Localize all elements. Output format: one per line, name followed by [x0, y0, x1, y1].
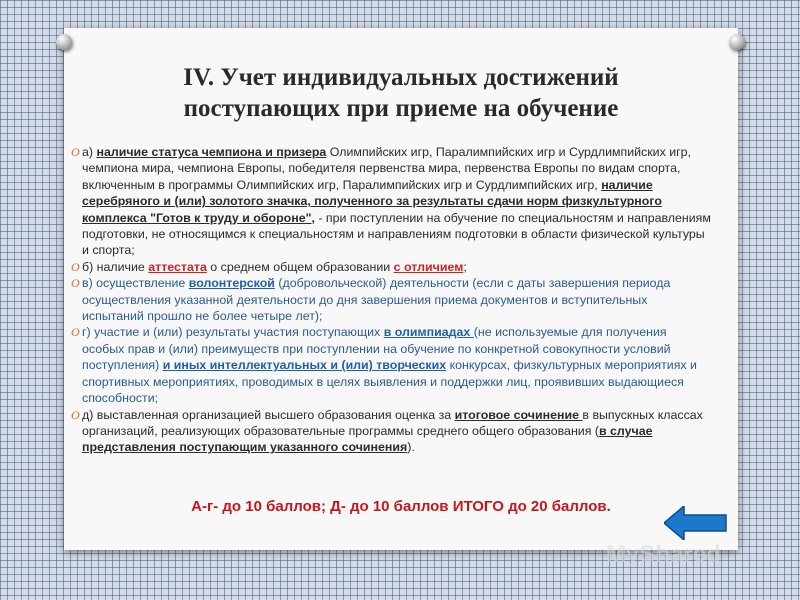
item-text-segment: в выпускных классах организаций, реализующих образовательные программы среднего общего образования ( — [82, 407, 703, 438]
bullet-icon: O — [71, 145, 80, 159]
watermark: MyShared — [606, 541, 721, 568]
item-text-segment: в) осуществление — [82, 276, 189, 291]
score-summary: А-г- до 10 баллов; Д- до 10 баллов ИТОГО до 20 баллов. — [191, 498, 611, 515]
item-text-segment: а) — [82, 145, 97, 159]
bullet-icon: O — [71, 259, 80, 274]
bullet-icon: O — [71, 276, 80, 291]
page-title — [64, 62, 738, 124]
list-item — [72, 144, 712, 259]
item-text-segment: и иных интеллектуальных и (или) творческих — [162, 358, 447, 373]
item-text-segment: б) наличие — [82, 259, 149, 274]
pushpin-icon — [729, 34, 745, 50]
item-text-segment: (не используемые для получения особых прав и (или) преимуществ при поступлении на обучение по конкретной совокупности условий поступления) — [82, 325, 671, 373]
item-text-segment: волонтерской — [188, 276, 275, 291]
achievements-list — [72, 144, 712, 456]
item-text-segment: с отличием — [393, 259, 464, 274]
item-text-segment: конкурсах, физкультурных мероприятиях и спортивных мероприятиях, проводимых в целях выявления и поддержки лиц, проявивших выдающиеся способности; — [82, 358, 697, 406]
bullet-icon: O — [71, 407, 80, 422]
title-line-1: IV. Учет индивидуальных достижений — [183, 64, 619, 91]
list-item — [72, 275, 712, 324]
list-item — [72, 324, 712, 406]
item-text-segment: в случае представления поступающим указанного сочинения — [82, 423, 653, 455]
item-text-segment: в олимпиадах — [383, 325, 474, 340]
item-text-segment: о среднем общем образовании — [206, 259, 394, 274]
pushpin-icon — [56, 34, 72, 50]
item-text-segment: итоговое сочинение — [454, 407, 583, 422]
item-text-segment: ). — [407, 440, 415, 455]
list-item — [72, 259, 712, 275]
back-arrow-icon[interactable] — [664, 506, 728, 540]
item-text-segment: наличие серебряного и (или) золотого значка, полученного за результаты сдачи норм физкультурного комплекса "Готов к труду и обороне", — [82, 177, 662, 225]
item-text-segment: наличие статуса чемпиона и призера — [96, 145, 327, 159]
item-text-segment: аттестата — [148, 259, 207, 274]
list-item — [72, 407, 712, 456]
title-line-2: поступающих при приеме на обучение — [183, 95, 619, 122]
item-text-segment: ; — [463, 259, 467, 274]
item-text-segment: Олимпийских игр, Паралимпийских игр и Сурдлимпийских игр, чемпиона мира, чемпиона Европы, победителя первенства мира, первенства Европы по видам спорта, включенным в программы Олимпийских игр, Паралимпийских игр и Сурдлимпийских игр, — [82, 145, 692, 192]
item-text-segment: д) выставленная организацией высшего образования оценка за — [82, 407, 455, 422]
item-text-segment: г) участие и (или) результаты участия поступающих — [82, 325, 384, 340]
bullet-icon: O — [71, 325, 80, 340]
item-text-segment: - при поступлении на обучение по специальностям и направлениям подготовки, не относящимся к специальностям и направлениям подготовки в области физической культуры и спорта; — [82, 210, 711, 258]
item-text-segment: (добровольческой) деятельности (если с даты завершения периода осуществления указанной деятельности до дня завершения приема документов и вступительных испытаний прошло не более четыре лет); — [82, 276, 671, 324]
